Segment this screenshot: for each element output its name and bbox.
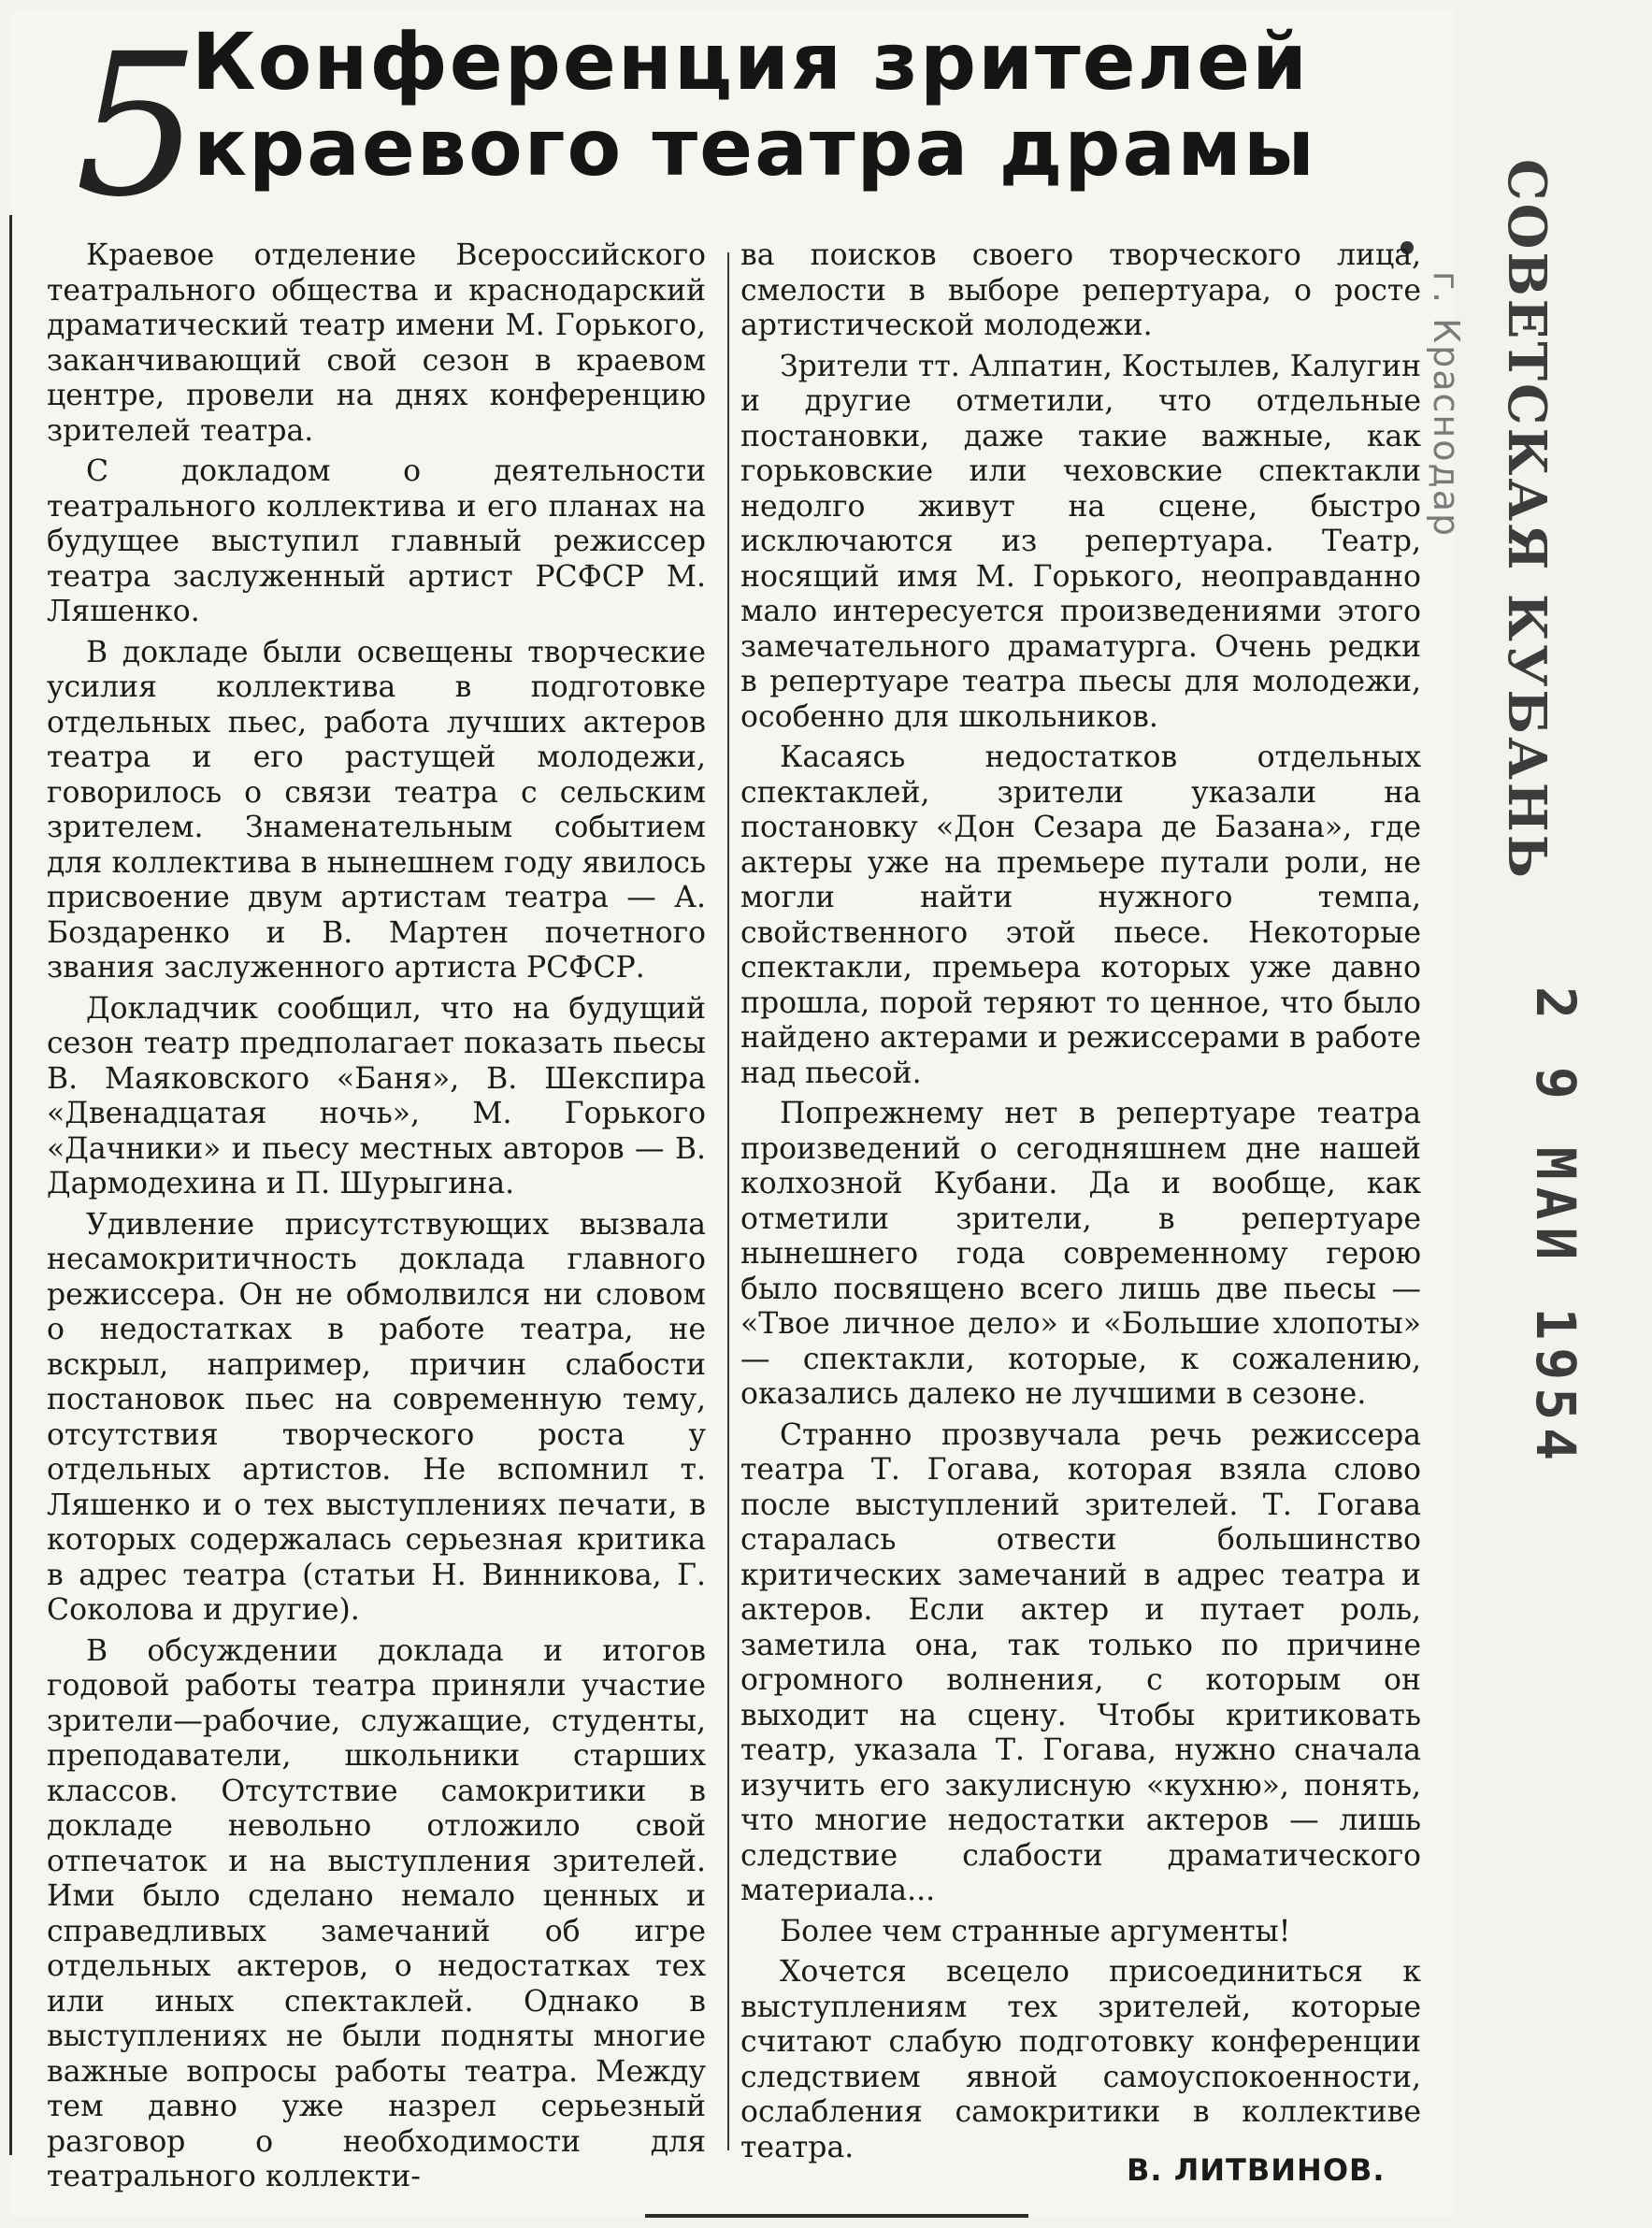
paragraph: Хочется всецело присоединиться к выступлениям тех зрителей, которые считают слабую подготовку конференции следствием явной самоуспокоенности, ослабления самокритики в коллективе театра. [740,1955,1421,2164]
city-stamp: г. Краснодар [1426,271,1467,539]
paragraph: Докладчик сообщил, что на будущий сезон театр предполагает показать пьесы В. Маяковского «Баня», В. Шекспира «Двенадцатая ночь», М. Горького «Дачники» и пьесу местных авторов — В. Дармодехина и П. Шурыгина. [47,991,706,1200]
paragraph: Странно прозвучала речь режиссера театра Т. Гогава, которая взяла слово после выступлений зрителей. Т. Гогава старалась отвести большинство критических замечаний в адрес театра и актеров. Если актер и путает роль, заметила она, так только по причине огромного волнения, с которым он выходит на сцену. Чтобы критиковать театр, указала Т. Гогава, нужно сначала изучить его закулисную «кухню», понять, что многие недостатки актеров — лишь следствие слабости драматического материала... [740,1417,1421,1907]
paragraph: В обсуждении доклада и итогов годовой работы театра приняли участие зрители—рабочие, служащие, студенты, преподаватели, школьники старших классов. Отсутствие самокритики в докладе невольно отложило свой отпечаток и на выступления зрителей. Ими было сделано немало ценных и справедливых замечаний об игре отдельных актеров, о недостатках тех или иных спектаклей. Однако в выступлениях не были подняты многие важные вопросы работы театра. Между тем давно уже назрел серьезный разговор о необходимости для театрального коллекти- [47,1633,706,2193]
paragraph: Касаясь недостатков отдельных спектаклей, зрители указали на постановку «Дон Сезара де Базана», где актеры уже на премьере путали роли, не могли найти нужного темпа, свойственного этой пьесе. Некоторые спектакли, премьера которых уже давно прошла, порой теряют то ценное, что было найдено актерами и режиссерами в работе над пьесой. [740,740,1421,1090]
article-title [192,16,1316,194]
column-divider [727,252,729,2150]
paragraph-continuation: ва поисков своего творческого лица, смелости в выборе репертуара, о росте артистической молодежи. [740,238,1421,342]
date-stamp: 2 9 МАИ 1954 [1524,986,1587,1469]
title-line-1: Конференция зрителей [192,16,1309,108]
paragraph: В докладе были освещены творческие усилия коллектива в подготовке отдельных пьес, работа лучших актеров театра и его растущей молодежи, говорилось о связи театра с сельским зрителем. Знаменательным событием для коллектива в нынешнем году явилось присвоение двум артистам театра — А. Боздаренко и В. Мартен почетного звания заслуженного артиста РСФСР. [47,635,706,985]
paragraph: С докладом о деятельности театрального коллектива и его планах на будущее выступил главный режиссер театра заслуженный артист РСФСР М. Ляшенко. [47,454,706,628]
bottom-rule [645,2214,1028,2218]
paragraph: Более чем странные аргументы! [780,1914,1291,1948]
paragraph: Удивление присутствующих вызвала несамокритичность доклада главного режиссера. Он не обмолвился ни словом о недостатках в работе театра, не вскрыл, например, причин слабости постановок пьес на современную тему, отсутствия творческого роста у отдельных артистов. Не вспомнил т. Ляшенко и о тех выступлениях печати, в которых содержалась серьезная критика в адрес театра (статьи Н. Винникова, Г. Соколова и другие). [47,1207,706,1627]
author-signature: В. ЛИТВИНОВ. [1127,2152,1386,2188]
newspaper-name-stamp: СОВЕТСКАЯ КУБАНЬ [1496,159,1558,882]
right-column [740,238,1421,2171]
handwritten-number: 5 [75,11,200,240]
left-column [47,238,706,2201]
paragraph: Попрежнему нет в репертуаре театра произведений о сегодняшнем дне нашей колхозной Кубани. Да и вообще, как отметили зрители, в репертуаре нынешнего года современному герою было посвящено всего лишь две пьесы — «Твое личное дело» и «Большие хлопоты» — спектакли, которые, к сожалению, оказались далеко не лучшими в сезоне. [740,1097,1421,1411]
paragraph: Краевое отделение Всероссийского театрального общества и краснодарский драматический театр имени М. Горького, заканчивающий свой сезон в краевом центре, провели на днях конференцию зрителей театра. [47,238,706,448]
paragraph: Зрители тт. Алпатин, Костылев, Калугин и другие отметили, что отдельные постановки, даже такие важные, как горьковские или чеховские спектакли недолго живут на сцене, быстро исключаются из репертуара. Театр, носящий имя М. Горького, неоправданно мало интересуется произведениями этого замечательного драматурга. Очень редки в репертуаре театра пьесы для молодежи, особенно для школьников. [740,349,1421,734]
left-border-rule [9,215,12,2155]
title-line-2: краевого театра драмы [194,102,1316,194]
